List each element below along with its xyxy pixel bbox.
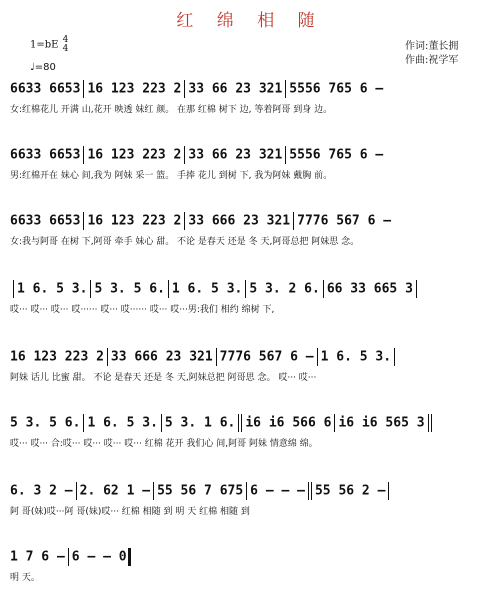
score-row-3 (0, 212, 500, 252)
score-row-6 (0, 414, 500, 454)
score-row-7 (0, 482, 500, 522)
measure: 55 56 2 – (314, 483, 386, 499)
measure: 7776 567 6 – (219, 349, 314, 365)
song-title: 红 绵 相 随 (176, 11, 324, 31)
time-top: 4 (62, 35, 69, 45)
measure: 5 3. 2 6. (249, 281, 320, 297)
bar-line (285, 80, 286, 98)
bar-line (83, 212, 84, 230)
measure: 5 3. 5 6. (94, 281, 165, 297)
bar-line (107, 348, 108, 366)
lyrics-line: 男:红棉开在 妹心 间,我为 阿妹 采一 篮。 手捧 花儿 到树 下, 我为阿妹 戴胸 前。 (10, 171, 333, 181)
score-row-2 (0, 146, 500, 186)
bar-line (416, 280, 417, 298)
time-bottom: 4 (62, 44, 69, 54)
lyricist-credit: 作词:董长拥 (405, 41, 459, 52)
notes-line (10, 146, 383, 164)
repeat-end-bar (308, 482, 309, 500)
measure: 33 666 23 321 (188, 213, 291, 229)
bar-line (246, 482, 247, 500)
bar-line (184, 146, 185, 164)
score-row-1 (0, 80, 500, 120)
measure: 2. 62 1 – (79, 483, 151, 499)
measure: 6. 3 2 – (10, 483, 73, 499)
notes-line (10, 212, 391, 230)
measure: 1 6. 5 3. (87, 415, 158, 431)
bar-line (388, 482, 389, 500)
bar-line (293, 212, 294, 230)
bar-line (83, 146, 84, 164)
final-bar-line (128, 548, 131, 566)
repeat-start-bar (238, 414, 239, 432)
bar-line (83, 80, 84, 98)
notes-line (10, 348, 398, 366)
bar-line (76, 482, 77, 500)
repeat-end-bar (428, 414, 429, 432)
measure: i6 i6 565 3 (338, 415, 425, 431)
composer-credit: 作曲:祝学军 (405, 55, 459, 66)
lyrics-line: 女:我与阿哥 在树 下,阿哥 牵手 妹心 甜。 不论 是春天 还是 冬 天,阿哥总把 阿妹思 念。 (10, 237, 360, 247)
measure: 6 – – – (250, 483, 305, 499)
measure: 16 123 223 2 (87, 81, 182, 97)
measure: 55 56 7 675 (157, 483, 244, 499)
measure: 1 6. 5 3. (17, 281, 88, 297)
time-signature (63, 36, 69, 54)
notes-line (10, 280, 420, 298)
measure: 6633 6653 (10, 213, 81, 229)
bar-line (161, 414, 162, 432)
measure: 66 33 665 3 (326, 281, 413, 297)
bar-line (90, 280, 91, 298)
measure: 16 123 223 2 (10, 349, 104, 365)
bar-line (334, 414, 335, 432)
key-signature (30, 36, 68, 54)
key-prefix: 1= (30, 39, 45, 51)
lyrics-line: 阿妹 话儿 比蜜 甜。 不论 是春天 还是 冬 天,阿妹总把 阿哥思 念。 哎··· 哎··· (10, 373, 317, 383)
measure: 33 66 23 321 (188, 147, 283, 163)
measure: 1 7 6 – (10, 549, 65, 565)
bar-line (285, 146, 286, 164)
measure: 6 – – 0 (71, 549, 127, 565)
bar-line (394, 348, 395, 366)
measure: 7776 567 6 – (297, 213, 392, 229)
bar-line (245, 280, 246, 298)
lyrics-line: 哎··· 哎··· 合:哎··· 哎··· 哎··· 哎··· 红棉 花开 我们心 间,阿哥 阿妹 情意绵 绵。 (10, 439, 318, 449)
tempo-marking: ♩=80 (30, 62, 56, 73)
notes-line (10, 80, 383, 98)
measure: 16 123 223 2 (87, 147, 182, 163)
measure: i6 i6 566 6 (245, 415, 332, 431)
key-note: E (51, 39, 59, 51)
bar-line (83, 414, 84, 432)
flat-sign: b (44, 39, 52, 51)
measure: 1 6. 5 3. (171, 281, 243, 297)
lyrics-line: 明 天。 (10, 573, 40, 583)
bar-line (13, 280, 14, 298)
measure: 5 3. 5 6. (10, 415, 81, 431)
score-row-8 (0, 548, 500, 588)
bar-line (153, 482, 154, 500)
lyrics-line: 女:红棉花儿 开满 山,花开 映透 妹红 颜。 在那 红棉 树下 边, 等着阿哥 到身 边。 (10, 105, 333, 115)
bar-line (168, 280, 169, 298)
notes-line (10, 482, 392, 500)
lyrics-line: 阿 哥(妹)哎···阿 哥(妹)哎··· 红棉 相随 到 明 天 红棉 相随 到 (10, 507, 250, 517)
measure: 33 666 23 321 (110, 349, 213, 365)
measure: 16 123 223 2 (87, 213, 182, 229)
measure: 33 66 23 321 (188, 81, 283, 97)
score-row-5 (0, 348, 500, 388)
credits (405, 40, 458, 68)
bar-line (184, 80, 185, 98)
bar-line (216, 348, 217, 366)
bar-line (323, 280, 324, 298)
measure: 5 3. 1 6. (164, 415, 236, 431)
bar-line (184, 212, 185, 230)
score-row-4 (0, 280, 500, 320)
measure: 6633 6653 (10, 81, 81, 97)
bar-line (68, 548, 69, 566)
measure: 1 6. 5 3. (320, 349, 392, 365)
measure: 6633 6653 (10, 147, 81, 163)
bar-line (317, 348, 318, 366)
lyrics-line: 哎··· 哎··· 哎··· 哎······ 哎··· 哎······ 哎··· 哎···男:我们 相约 绵树 下, (10, 305, 275, 315)
measure: 5556 765 6 – (289, 81, 384, 97)
measure: 5556 765 6 – (289, 147, 384, 163)
notes-line (10, 414, 435, 432)
notes-line (10, 548, 134, 566)
